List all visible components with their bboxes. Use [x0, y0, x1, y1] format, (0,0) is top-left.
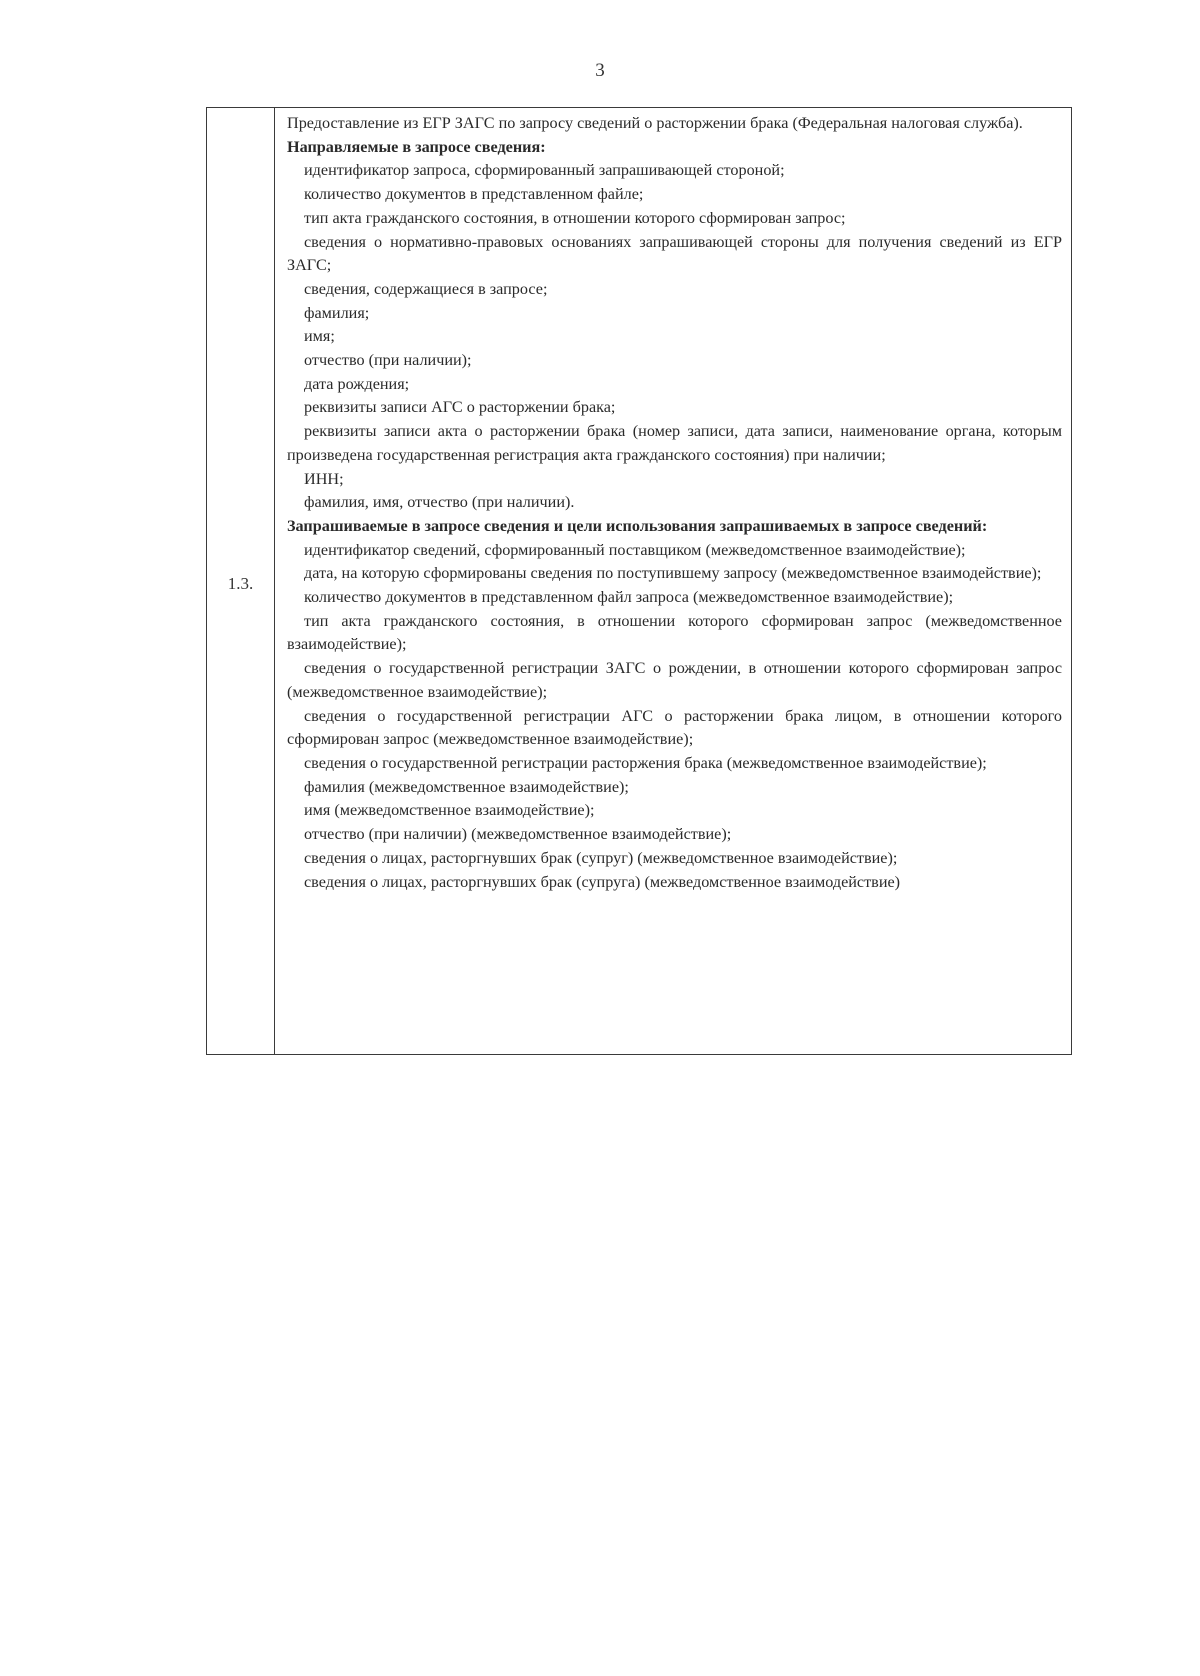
list-item: дата рождения; — [304, 374, 410, 393]
list-item: реквизиты записи акта о расторжении брака (номер записи, дата записи, наименование органа, которым произведена государственная регистрация акта гражданского состояния) при наличии; — [287, 422, 1062, 464]
sent-data-list — [287, 159, 1062, 515]
list-item: идентификатор сведений, сформированный поставщиком (межведомственное взаимодействие); — [304, 540, 966, 559]
page-number: 3 — [595, 60, 605, 81]
list-item: сведения о лицах, расторгнувших брак (супруга) (межведомственное взаимодействие) — [304, 872, 901, 891]
list-item: количество документов в представленном файл запроса (межведомственное взаимодействие); — [304, 588, 954, 607]
row-number: 1.3. — [227, 574, 254, 593]
list-item: сведения о лицах, расторгнувших брак (супруг) (межведомственное взаимодействие); — [304, 848, 898, 867]
list-item: отчество (при наличии); — [304, 351, 472, 370]
list-item: имя; — [304, 327, 335, 346]
requested-data-heading: Запрашиваемые в запросе сведения и цели использования запрашиваемых в запросе сведений: — [287, 516, 988, 535]
list-item: дата, на которую сформированы сведения по поступившему запросу (межведомственное взаимодействие); — [304, 564, 1042, 583]
sent-data-heading: Направляемые в запросе сведения: — [287, 137, 546, 156]
list-item: тип акта гражданского состояния, в отношении которого сформирован запрос; — [304, 208, 846, 227]
list-item: сведения о государственной регистрации ЗАГС о рождении, в отношении которого сформирован запрос (межведомственное взаимодействие); — [287, 659, 1062, 701]
list-item: имя (межведомственное взаимодействие); — [304, 801, 595, 820]
list-item: фамилия; — [304, 303, 370, 322]
list-item: отчество (при наличии) (межведомственное взаимодействие); — [304, 825, 732, 844]
list-item: фамилия, имя, отчество (при наличии). — [304, 493, 575, 512]
list-item: сведения о государственной регистрации АГС о расторжении брака лицом, в отношении которого сформирован запрос (межведомственное взаимодействие); — [287, 706, 1062, 749]
list-item: реквизиты записи АГС о расторжении брака; — [304, 398, 616, 417]
row-content-cell — [275, 108, 1071, 1054]
list-item: фамилия (межведомственное взаимодействие); — [304, 777, 629, 796]
list-item: количество документов в представленном файле; — [304, 185, 644, 204]
document-table — [206, 107, 1072, 1055]
list-item: сведения, содержащиеся в запросе; — [304, 279, 548, 298]
service-description: Предоставление из ЕГР ЗАГС по запросу сведений о расторжении брака (Федеральная налоговая служба). — [287, 114, 1023, 132]
list-item: тип акта гражданского состояния, в отношении которого сформирован запрос (межведомственное взаимодействие); — [287, 611, 1062, 654]
requested-data-list — [287, 539, 1062, 895]
list-item: ИНН; — [304, 469, 344, 488]
list-item: сведения о нормативно-правовых основаниях запрашивающей стороны для получения сведений из ЕГР ЗАГС; — [287, 232, 1062, 275]
list-item: идентификатор запроса, сформированный запрашивающей стороной; — [304, 161, 785, 180]
list-item: сведения о государственной регистрации расторжения брака (межведомственное взаимодействие); — [304, 753, 987, 772]
row-number-cell — [207, 108, 275, 1054]
